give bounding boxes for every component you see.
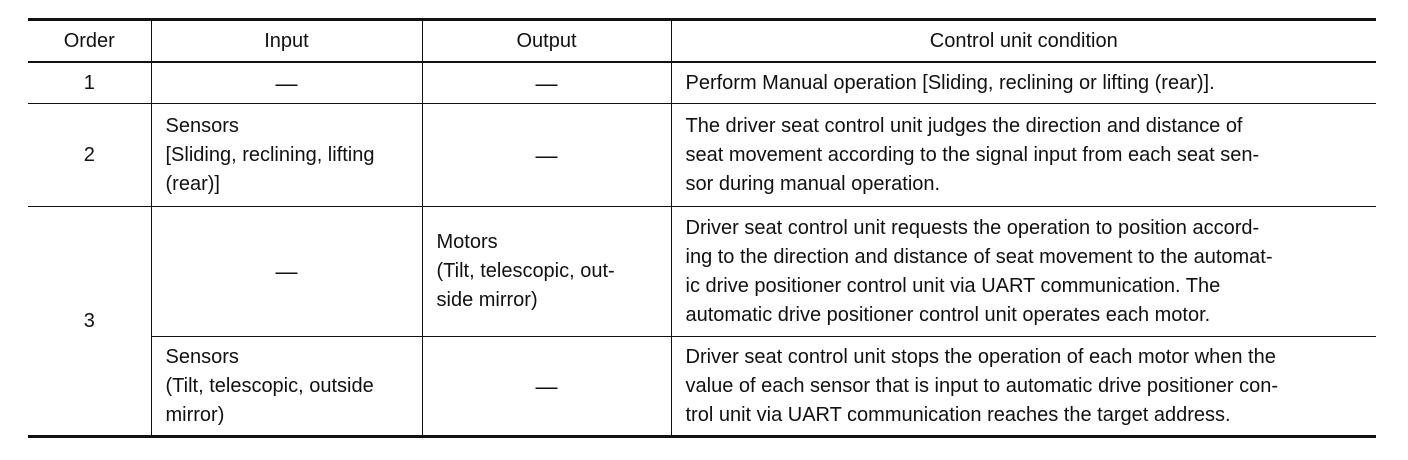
row3a-condition-line: ic drive positioner control unit via UART communication. The — [685, 274, 1221, 297]
row3a-output-line: side mirror) — [436, 289, 538, 311]
row2-output: — — [422, 104, 671, 207]
row2-input — [151, 104, 422, 207]
row1-condition: Perform Manual operation [Sliding, reclining or lifting (rear)]. — [671, 62, 1376, 104]
control-sequence-table — [28, 18, 1376, 438]
row3a-condition-line: automatic drive positioner control unit operates each motor. — [685, 303, 1211, 326]
header-input: Input — [151, 20, 422, 63]
row3b-condition — [671, 337, 1376, 437]
row3b-condition-line: Driver seat control unit stops the operation of each motor when the — [685, 345, 1276, 368]
row3b-input-line: (Tilt, telescopic, outside — [165, 374, 374, 397]
row2-input-line: [Sliding, reclining, lifting — [165, 143, 375, 166]
row2-input-line: (rear)] — [165, 172, 220, 195]
header-condition: Control unit condition — [671, 20, 1376, 63]
row3a-input: — — [151, 207, 422, 337]
row3a-condition — [671, 207, 1376, 337]
row3b-input — [151, 337, 422, 437]
row3-order: 3 — [28, 207, 151, 437]
row3a-condition-line: ing to the direction and distance of seat movement to the automat- — [685, 245, 1273, 268]
row2-condition-line: seat movement according to the signal input from each seat sen- — [685, 143, 1260, 166]
row3a-condition-line: Driver seat control unit requests the operation to position accord- — [685, 216, 1260, 239]
row3b-input-line: Sensors — [165, 345, 239, 368]
row3b-condition-line: trol unit via UART communication reaches the target address. — [685, 403, 1231, 426]
table-row-1 — [28, 62, 1376, 104]
row1-order: 1 — [28, 62, 151, 104]
row3b-input-line: mirror) — [165, 403, 225, 426]
row2-order: 2 — [28, 104, 151, 207]
row2-condition-line: The driver seat control unit judges the direction and distance of — [685, 114, 1243, 137]
row3b-condition-line: value of each sensor that is input to automatic drive positioner con- — [685, 374, 1279, 397]
row3b-output: — — [422, 337, 671, 437]
row2-condition-line: sor during manual operation. — [685, 172, 941, 195]
row1-output: — — [422, 62, 671, 104]
row2-input-line: Sensors — [165, 114, 239, 137]
row3a-output — [422, 207, 671, 337]
row3a-output-line: Motors — [436, 231, 498, 253]
row1-input: — — [151, 62, 422, 104]
table-row-3a — [28, 207, 1376, 337]
header-order: Order — [28, 20, 151, 63]
table-row-2 — [28, 104, 1376, 207]
table-row-3b — [28, 337, 1376, 437]
header-row — [28, 20, 1376, 63]
row2-condition — [671, 104, 1376, 207]
header-output: Output — [422, 20, 671, 63]
row3a-output-line: (Tilt, telescopic, out- — [436, 260, 615, 282]
